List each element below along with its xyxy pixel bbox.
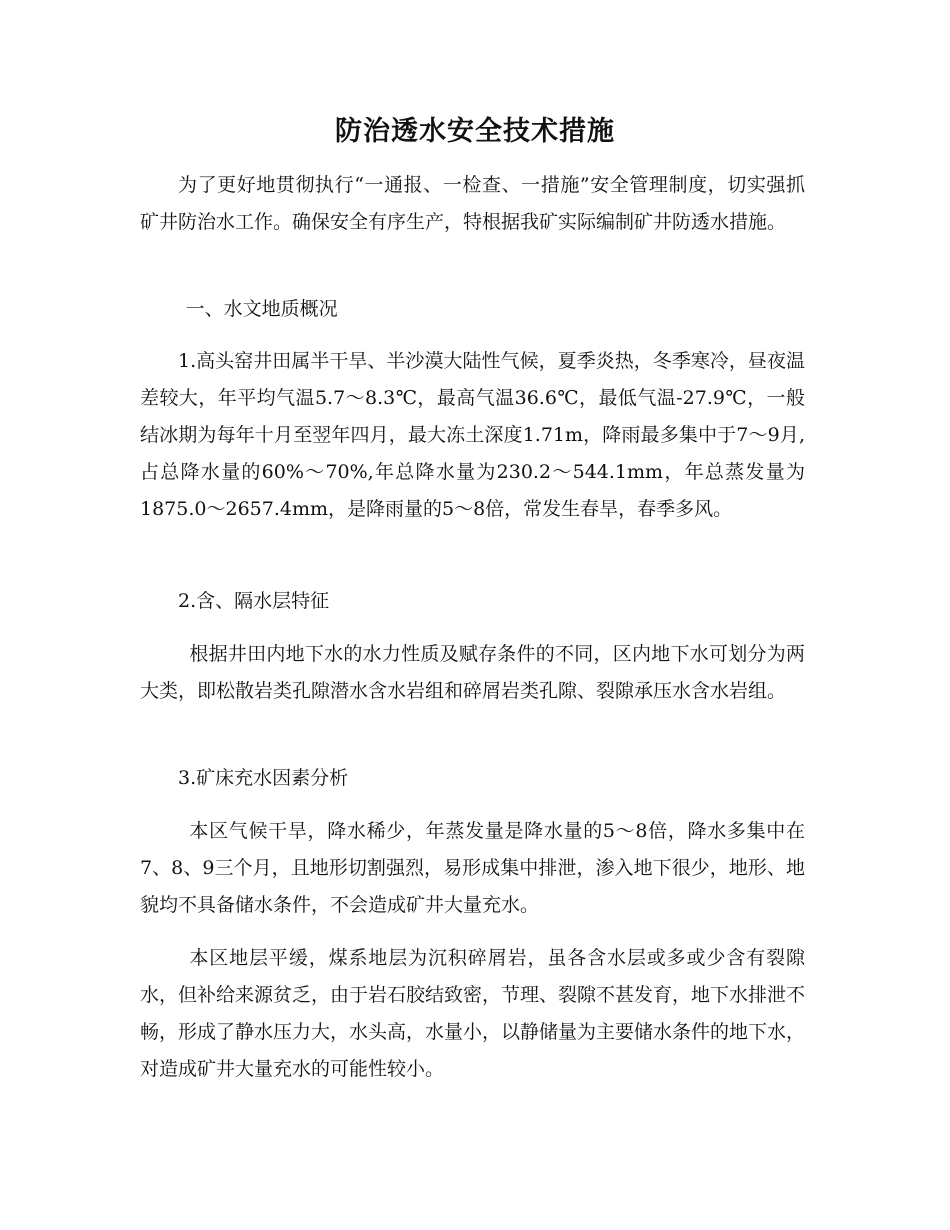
climate-paragraph: 1.高头窑井田属半干旱、半沙漠大陆性气候，夏季炎热，冬季寒冷，昼夜温差较大，年平均气温5.7～8.3℃，最高气温36.6℃，最低气温-27.9℃，一般结冰期为每年十月至翌年四月，最大冻土深度1.71m，降雨最多集中于7～9月,占总降水量的60%～70%,年总降水量为230.2～544.1mm，年总蒸发量为1875.0～2657.4mm，是降雨量的5～8倍，常发生春旱，春季多风。 [140,350,805,520]
water-filling-heading: 3.矿床充水因素分析 [178,767,349,789]
aquifer-heading: 2.含、隔水层特征 [178,590,330,612]
water-filling-paragraph-2: 本区地层平缓，煤系地层为沉积碎屑岩，虽各含水层或多或少含有裂隙水，但补给来源贫乏，由于岩石胶结致密，节理、裂隙不甚发育，地下水排泄不畅，形成了静水压力大，水头高，水量小，以静储量为主要储水条件的地下水，对造成矿井大量充水的可能性较小。 [140,947,806,1080]
document-title: 防治透水安全技术措施 [335,116,615,147]
intro-paragraph: 为了更好地贯彻执行“一通报、一检查、一措施”安全管理制度，切实强抓矿井防治水工作。确保安全有序生产，特根据我矿实际编制矿井防透水措施。 [140,174,805,233]
water-filling-paragraph-1: 本区气候干旱，降水稀少，年蒸发量是降水量的5～8倍，降水多集中在7、8、9三个月，且地形切割强烈，易形成集中排泄，渗入地下很少，地形、地貌均不具备储水条件，不会造成矿井大量充水。 [140,820,805,916]
aquifer-paragraph: 根据井田内地下水的水力性质及赋存条件的不同，区内地下水可划分为两大类，即松散岩类孔隙潜水含水岩组和碎屑岩类孔隙、裂隙承压水含水岩组。 [140,643,805,702]
section-heading-hydrogeology: 一、水文地质概况 [185,298,338,320]
